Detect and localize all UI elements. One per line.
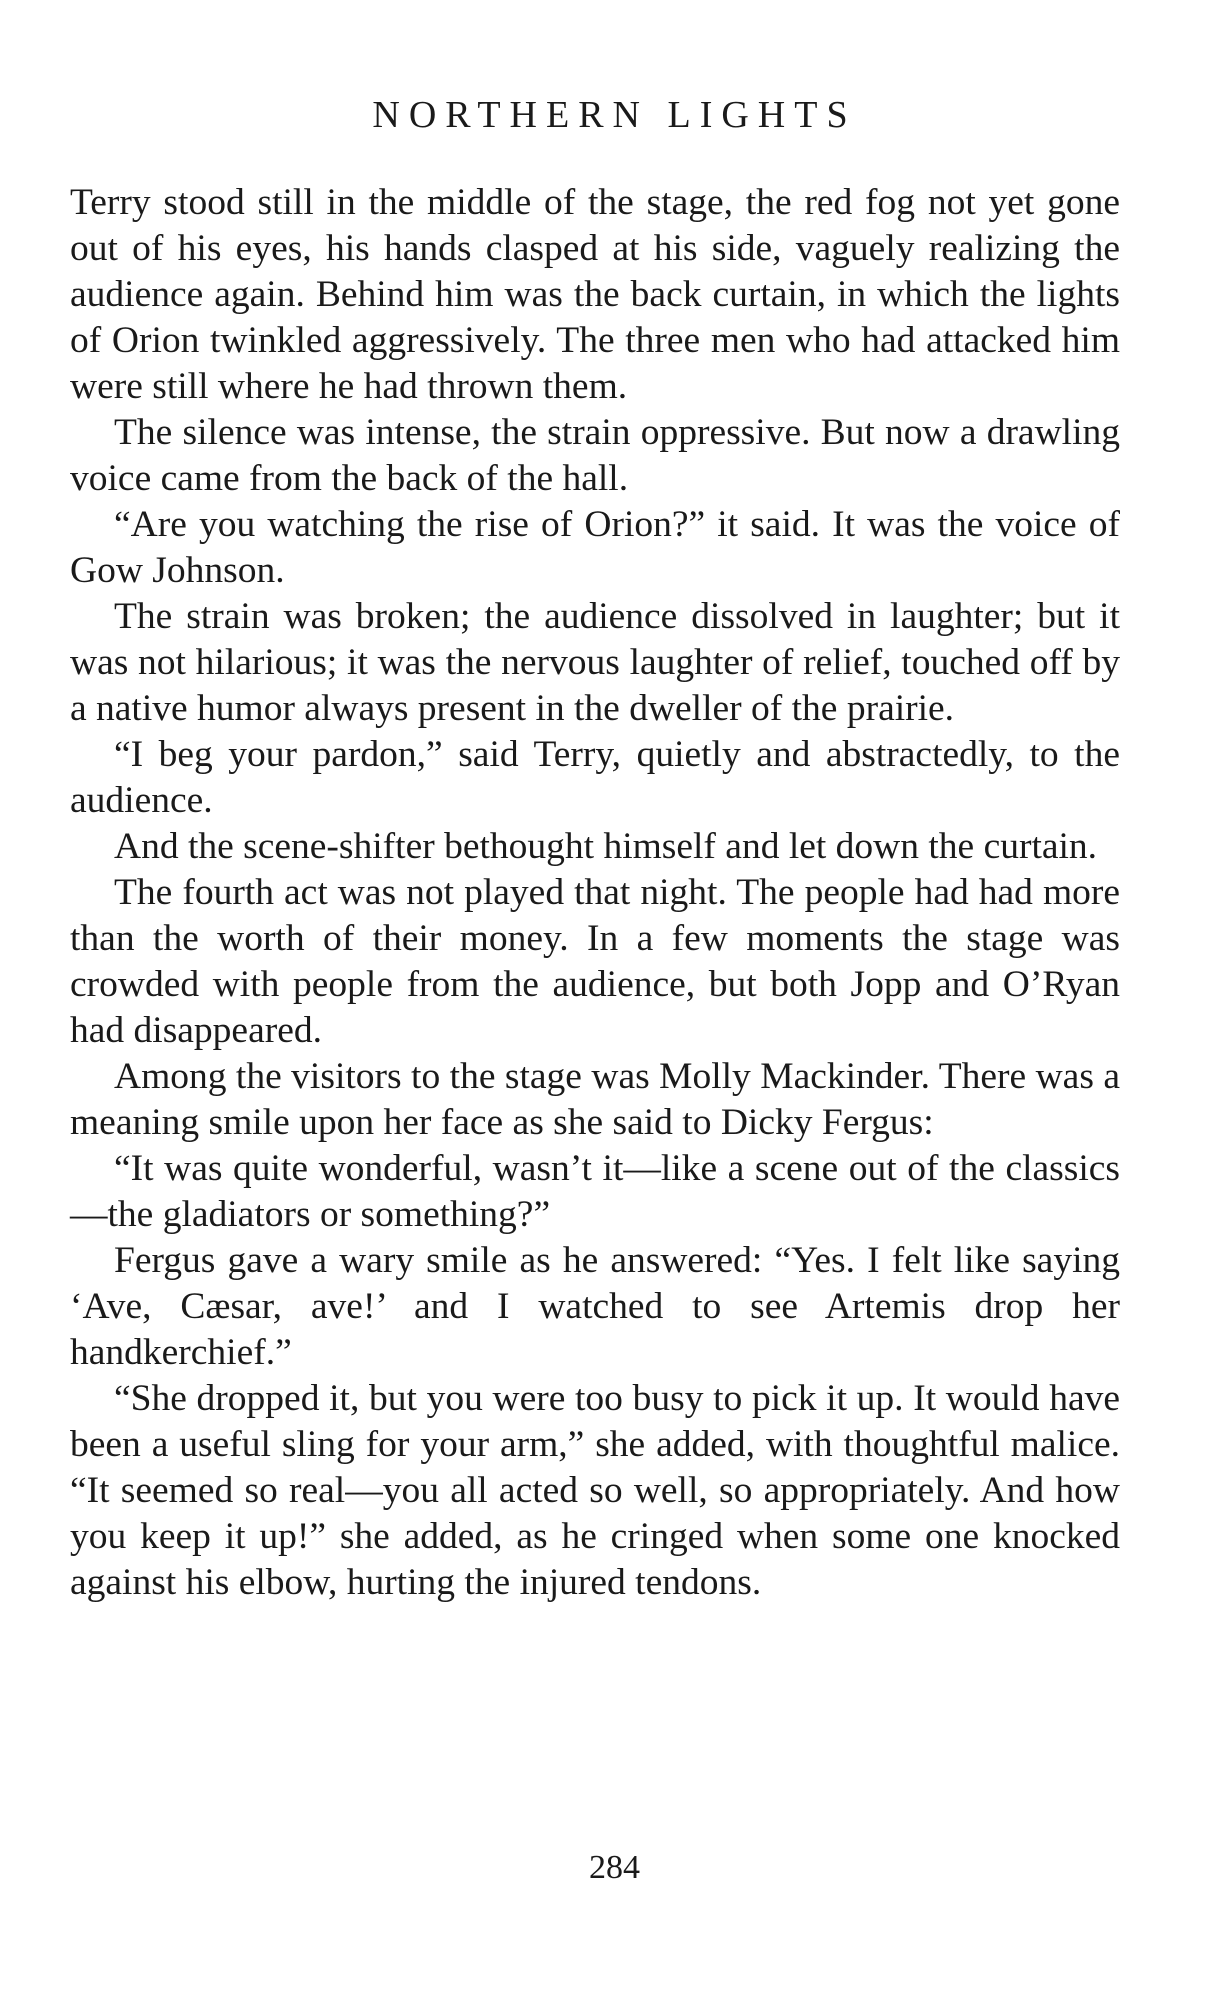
paragraph: The strain was broken; the audience dissolved in laughter; but it was not hilarious; it was the nervous laughter of relief, touched off by a native humor always present in the dweller of the prairie.	[70, 596, 1120, 729]
paragraph: Terry stood still in the middle of the stage, the red fog not yet gone out of his eyes, his hands clasped at his side, vaguely realizing the audience again. Behind him was the back curtain, in which the lights of Orion twinkled aggressively. The three men who had attacked him were still where he had thrown them.	[70, 182, 1120, 407]
paragraph: The fourth act was not played that night. The people had had more than the worth of their money. In a few moments the stage was crowded with people from the audience, but both Jopp and O’Ryan had disappeared.	[70, 872, 1120, 1051]
paragraph: “She dropped it, but you were too busy to pick it up. It would have been a useful sling for your arm,” she added, with thoughtful malice. “It seemed so real—you all acted so well, so appropriately. And how you keep it up!” she added, as he cringed when some one knocked against his elbow, hurting the injured tendons.	[70, 1378, 1120, 1603]
paragraph: And the scene-shifter bethought himself and let down the curtain.	[114, 826, 1098, 867]
page-number: 284	[589, 1849, 640, 1886]
running-title: NORTHERN LIGHTS	[372, 94, 857, 136]
paragraph: “I beg your pardon,” said Terry, quietly and abstractedly, to the audience.	[70, 734, 1120, 821]
paragraph: The silence was intense, the strain oppressive. But now a drawling voice came from the back of the hall.	[70, 412, 1120, 499]
paragraph: Fergus gave a wary smile as he answered: “Yes. I felt like saying ‘Ave, Cæsar, ave!’ and I watched to see Artemis drop her handkerchief.”	[70, 1240, 1120, 1373]
body-text	[70, 180, 1120, 1606]
paragraph: “It was quite wonderful, wasn’t it—like a scene out of the classics—the gladiators or something?”	[70, 1148, 1120, 1235]
paragraph: Among the visitors to the stage was Molly Mackinder. There was a meaning smile upon her face as she said to Dicky Fergus:	[70, 1056, 1120, 1143]
paragraph: “Are you watching the rise of Orion?” it said. It was the voice of Gow Johnson.	[70, 504, 1120, 591]
